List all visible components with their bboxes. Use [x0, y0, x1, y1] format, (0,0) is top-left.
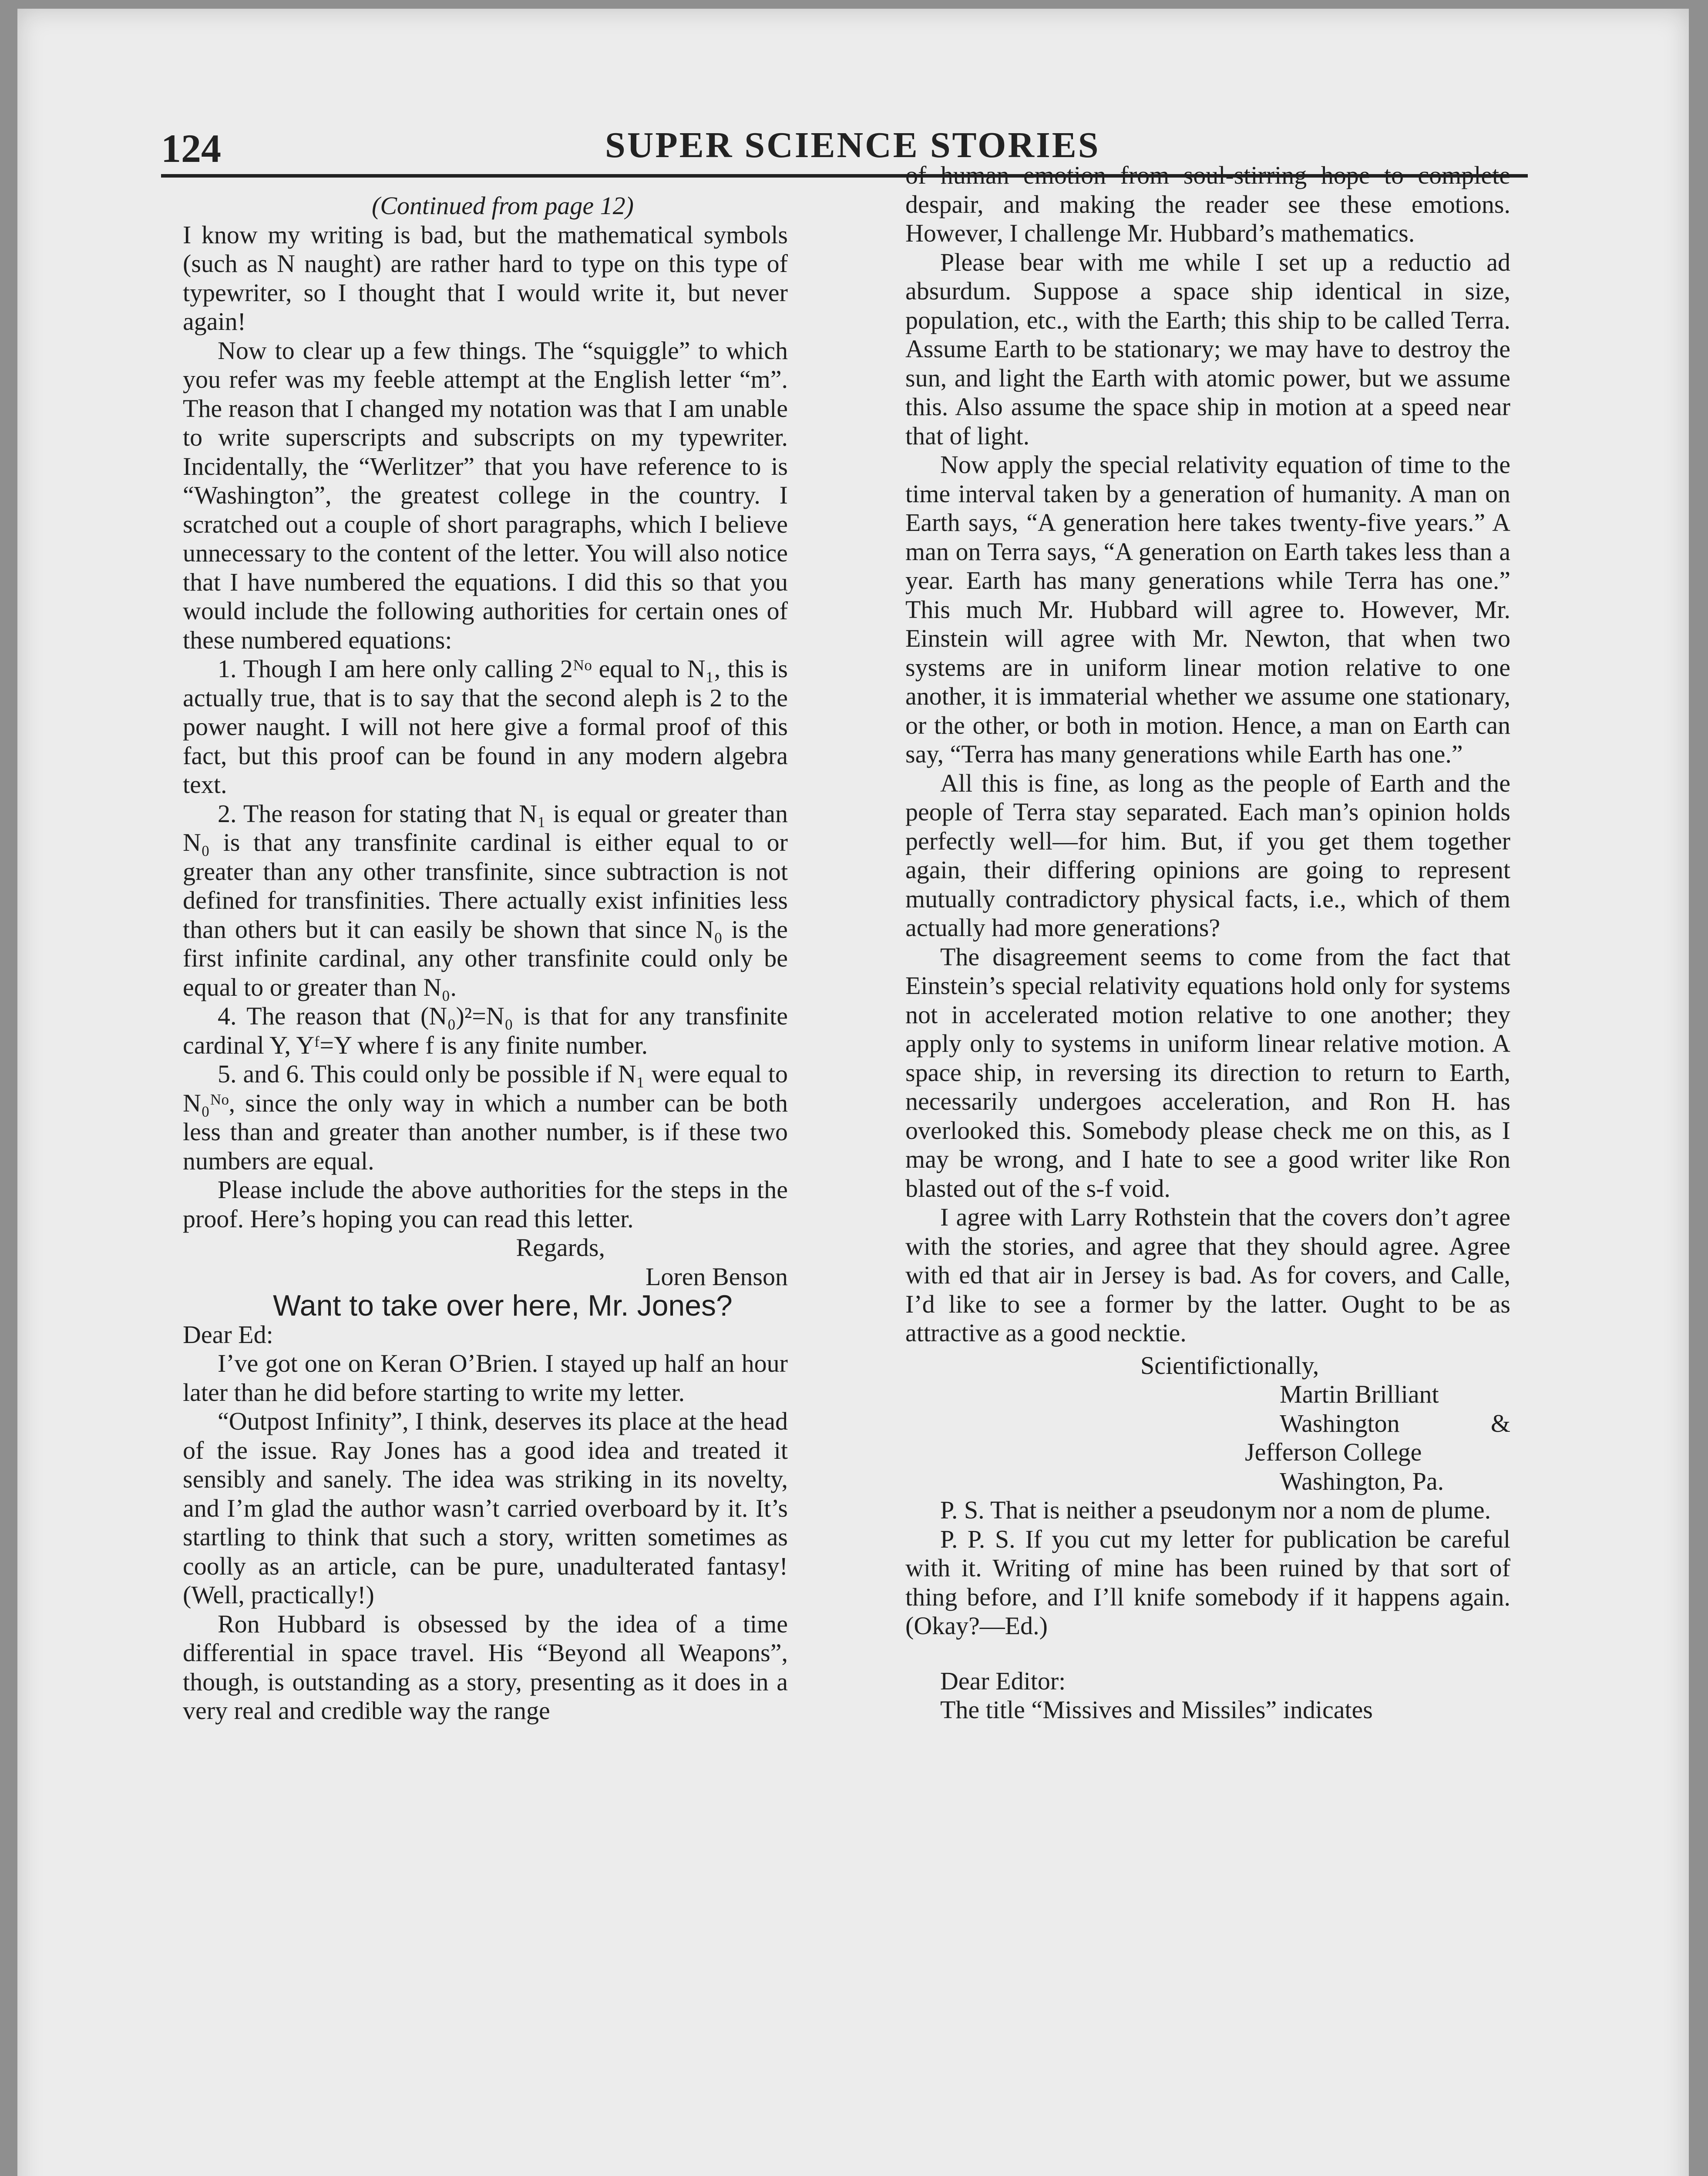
- letter-paragraph: Ron Hubbard is obsessed by the idea of a time differential in space travel. His “Beyond all Weapons”, though, is outstanding as a story, presenting as it does in a very real and credible way the range: [183, 1609, 788, 1725]
- letter-paragraph: I know my writing is bad, but the mathematical symbols (such as N naught) are rather hard to type on this type of typewriter, so I thought that I would write it, but never again!: [183, 220, 788, 336]
- signature-college: Washington & Jefferson College: [1245, 1409, 1510, 1466]
- letter-paragraph: 5. and 6. This could only be possible if N₁ were equal to N₀ᴺᵒ, since the only way in which a number can be both less than and greater than another number, is if these two numbers are equal.: [183, 1060, 788, 1175]
- letter-paragraph: I agree with Larry Rothstein that the covers don’t agree with the stories, and agree that they should agree. Agree with ed that air in Jersey is bad. As for covers, and Calle, I’d like to see a former by the latter. Ought to be as attractive as a good necktie.: [905, 1203, 1510, 1347]
- letter-paragraph: 4. The reason that (N₀)²=N₀ is that for any transfinite cardinal Y, Yᶠ=Y where f is any finite number.: [183, 1002, 788, 1059]
- section-heading: Want to take over here, Mr. Jones?: [273, 1289, 733, 1322]
- page-number: 124: [161, 126, 221, 171]
- letter-paragraph: Now apply the special relativity equation of time to the time interval taken by a generation of humanity. A man on Earth says, “A generation here takes twenty-five years.” A man on Terra says, “A generation on Earth takes less than a year. Earth has many generations while Terra has one.” This much Mr. Hubbard will agree to. However, Mr. Einstein will agree with Mr. Newton, that when two systems are in uniform linear motion relative to one another, it is immaterial whether we assume one stationary, or the other, or both in motion. Hence, a man on Earth can say, “Terra has many generations while Earth has one.”: [905, 450, 1510, 768]
- continued-note: (Continued from page 12): [372, 191, 634, 220]
- letter-paragraph: of human emotion from soul-stirring hope to complete despair, and making the reader see these emotions. However, I challenge Mr. Hubbard’s mathematics.: [905, 161, 1510, 247]
- letter-paragraph: Now to clear up a few things. The “squiggle” to which you refer was my feeble attempt at the English letter “m”. The reason that I changed my notation was that I am unable to write superscripts and subscripts on my typewriter. Incidentally, the “Werlitzer” that you have reference to is “Washington”, the greatest college in the country. I scratched out a couple of short paragraphs, which I believe unnecessary to the content of the letter. You will also notice that I have numbered the equations. I did this so that you would include the following authorities for certain ones of these numbered equations:: [183, 336, 788, 654]
- letter-paragraph: All this is fine, as long as the people of Earth and the people of Terra stay separated. Each man’s opinion holds perfectly well—for him. But, if you get them together again, their differing opinions are going to represent mutually contradictory physical facts, i.e., which of them actually had more generations?: [905, 769, 1510, 942]
- letter-paragraph: The title “Missives and Missiles” indicates: [940, 1696, 1373, 1724]
- magazine-page: [17, 9, 1689, 2176]
- letter-closing: Regards,: [516, 1233, 605, 1262]
- postscript: P. S. That is neither a pseudonym nor a nom de plume.: [940, 1496, 1491, 1524]
- letter-paragraph: 1. Though I am here only calling 2ᴺᵒ equal to N₁, this is actually true, that is to say that the second aleph is 2 to the power naught. I will not here give a formal proof of this fact, but this proof can be found in any modern algebra text.: [183, 655, 788, 799]
- postscript: P. P. S. If you cut my letter for publication be careful with it. Writing of mine has been ruined by that sort of thing before, and I’ll knife somebody if it happens again. (Okay?—Ed.): [905, 1525, 1510, 1640]
- magazine-title: SUPER SCIENCE STORIES: [605, 125, 1100, 165]
- letter-paragraph: Please include the above authorities for the steps in the proof. Here’s hoping you can read this letter.: [183, 1175, 788, 1233]
- letter-salutation: Dear Ed:: [183, 1320, 273, 1349]
- letter-salutation: Dear Editor:: [940, 1666, 1066, 1695]
- letter-closing: Scientifictionally,: [1140, 1351, 1319, 1380]
- letter-paragraph: Please bear with me while I set up a reductio ad absurdum. Suppose a space ship identical in size, population, etc., with the Earth; this ship to be called Terra. Assume Earth to be stationary; we may have to destroy the sun, and light the Earth with atomic power, but we assume this. Also assume the space ship in motion at a speed near that of light.: [905, 248, 1510, 450]
- signature-block: [905, 1351, 1510, 1496]
- signature-name: Martin Brilliant: [1280, 1380, 1439, 1408]
- right-column: [905, 161, 1510, 1725]
- letter-paragraph: I’ve got one on Keran O’Brien. I stayed up half an hour later than he did before starting to write my letter.: [183, 1349, 788, 1407]
- left-column: [183, 191, 788, 1726]
- letter-signature: Loren Benson: [646, 1262, 788, 1291]
- letter-paragraph: The disagreement seems to come from the fact that Einstein’s special relativity equations hold only for systems not in accelerated motion relative to one another; they apply only to systems in uniform linear relative motion. A space ship, in reversing its direction to return to Earth, necessarily undergoes acceleration, and Ron H. has overlooked this. Somebody please check me on this, as I may be wrong, and I hate to see a good writer like Ron blasted out of the s-f void.: [905, 942, 1510, 1202]
- letter-paragraph: “Outpost Infinity”, I think, deserves its place at the head of the issue. Ray Jones has a good idea and treated it sensibly and sanely. The idea was striking in its novelty, and I’m glad the author wasn’t carried overboard by it. It’s startling to think that such a story, written sometimes as coolly as an article, can be pure, unadulterated fantasy! (Well, practically!): [183, 1407, 788, 1609]
- letter-paragraph: 2. The reason for stating that N₁ is equal or greater than N₀ is that any transfinite cardinal is either equal to or greater than any other transfinite, since subtraction is not defined for transfinities. There actually exist infinities less than others but it can easily be shown that since N₀ is the first infinite cardinal, any other transfinite could only be equal to or greater than N₀.: [183, 799, 788, 1001]
- signature-city: Washington, Pa.: [1280, 1467, 1444, 1495]
